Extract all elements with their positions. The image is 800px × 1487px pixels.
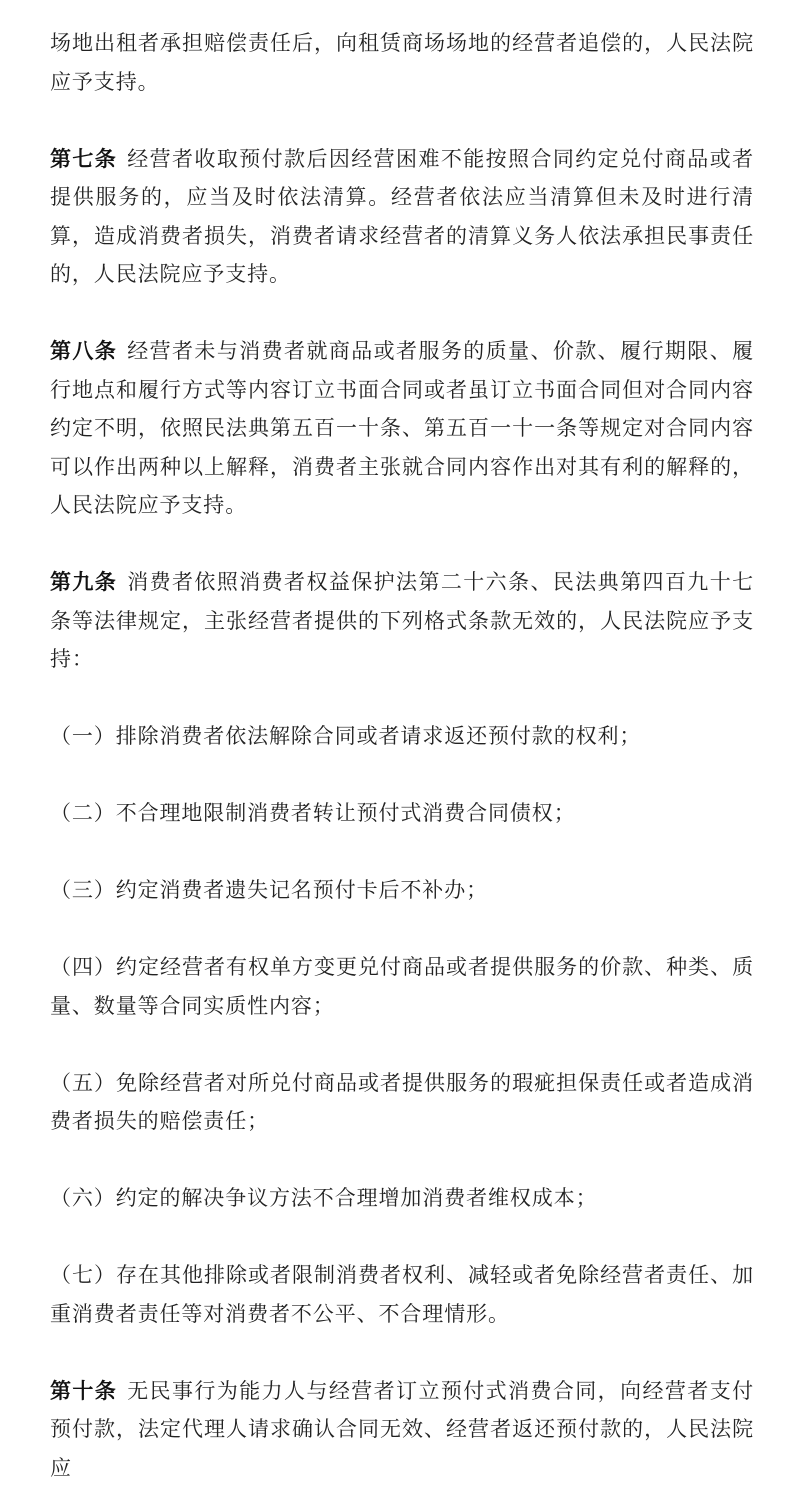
paragraph-text: （五）免除经营者对所兑付商品或者提供服务的瑕疵担保责任或者造成消费者损失的赔偿责任； [50,1071,754,1134]
paragraph-text: （七）存在其他排除或者限制消费者权利、减轻或者免除经营者责任、加重消费者责任等对消费者不公平、不合理情形。 [50,1263,754,1326]
document-page [50,0,754,1457]
list-item-4 [50,948,754,1025]
article-8 [50,332,754,525]
paragraph-text: 场地出租者承担赔偿责任后，向租赁商场场地的经营者追偿的，人民法院应予支持。 [50,31,754,94]
list-item-7 [50,1256,754,1333]
paragraph-text: 经营者收取预付款后因经营困难不能按照合同约定兑付商品或者提供服务的，应当及时依法清算。经营者依法应当清算但未及时进行清算，造成消费者损失，消费者请求经营者的清算义务人依法承担民事责任的，人民法院应予支持。 [50,147,754,287]
paragraph-text: （三）约定消费者遗失记名预付卡后不补办； [50,878,488,902]
paragraph-text: （一）排除消费者依法解除合同或者请求返还预付款的权利； [50,724,641,748]
paragraph-continuation [50,24,754,101]
paragraph-text: 经营者未与消费者就商品或者服务的质量、价款、履行期限、履行地点和履行方式等内容订立书面合同或者虽订立书面合同但对合同内容约定不明，依照民法典第五百一十条、第五百一十一条等规定对合同内容可以作出两种以上解释，消费者主张就合同内容作出对其有利的解释的，人民法院应予支持。 [50,339,754,517]
paragraph-text: 无民事行为能力人与经营者订立预付式消费合同，向经营者支付预付款，法定代理人请求确认合同无效、经营者返还预付款的，人民法院应 [50,1379,754,1480]
list-item-2 [50,794,754,833]
article-number: 第七条 [50,147,117,171]
paragraph-text: （二）不合理地限制消费者转让预付式消费合同债权； [50,801,576,825]
list-item-5 [50,1064,754,1141]
paragraph-text: （四）约定经营者有权单方变更兑付商品或者提供服务的价款、种类、质量、数量等合同实质性内容； [50,955,754,1018]
article-7 [50,140,754,294]
article-9 [50,563,754,679]
article-number: 第十条 [50,1379,117,1403]
article-number: 第九条 [50,570,117,594]
list-item-1 [50,717,754,756]
paragraph-text: （六）约定的解决争议方法不合理增加消费者维权成本； [50,1186,598,1210]
list-item-3 [50,871,754,910]
article-number: 第八条 [50,339,117,363]
paragraph-text: 消费者依照消费者权益保护法第二十六条、民法典第四百九十七条等法律规定，主张经营者提供的下列格式条款无效的，人民法院应予支持： [50,570,754,671]
article-10 [50,1372,754,1487]
list-item-6 [50,1179,754,1218]
